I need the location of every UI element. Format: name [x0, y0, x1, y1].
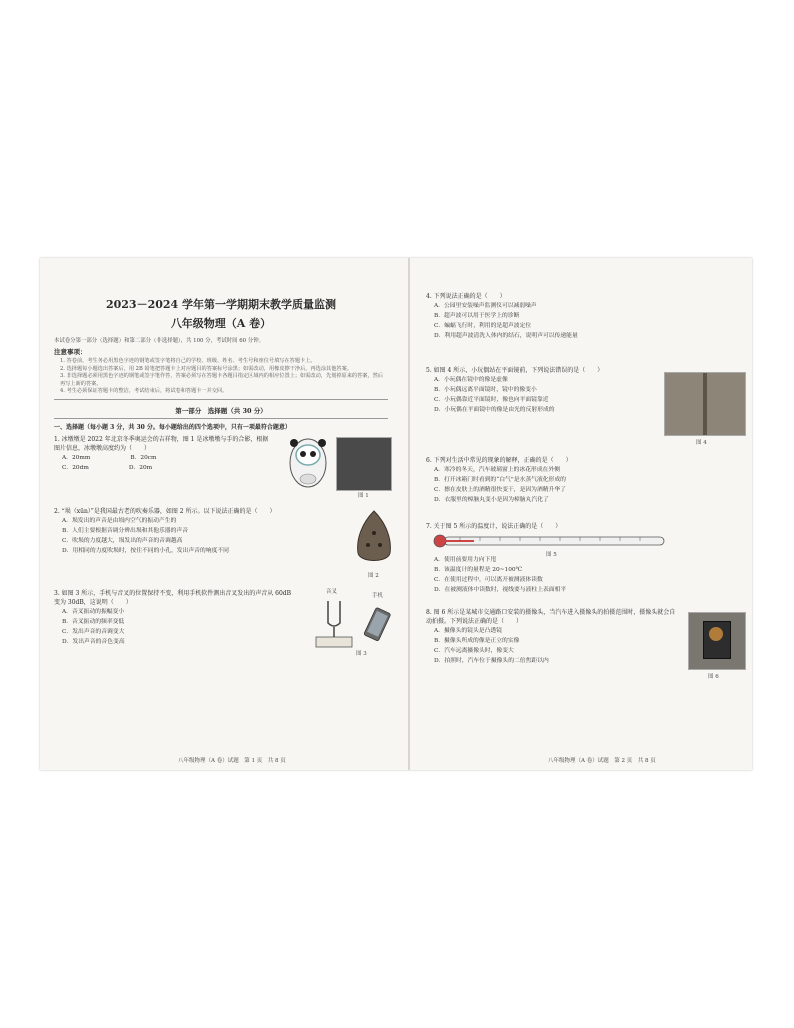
option-a: A．小玩偶在镜中的像是虚像 — [434, 377, 508, 383]
question-7 — [426, 522, 746, 604]
option-a: A．公园里安装噪声监测仪可以减弱噪声 — [434, 303, 537, 309]
option-d: D．20m — [128, 464, 153, 471]
option-a: A．20mm — [62, 454, 91, 461]
option-b: B．人们主要根据音调分辨出埙和其他乐器的声音 — [62, 527, 188, 534]
option-b: B．超声波可以用于医学上的诊断 — [434, 313, 520, 319]
notice-item: 2. 选择题每小题选出答案后，用 2B 铅笔把答题卡上对应题目的答案标号涂黑；如需改动，用橡皮擦干净后，再选涂其他答案。 — [60, 365, 352, 372]
option-b: B．摄像头所成的像是正立的实像 — [434, 638, 520, 644]
question-8 — [426, 608, 746, 688]
tuning-fork-figure — [314, 597, 394, 655]
mascot-figure — [286, 433, 330, 491]
question-stem: 6. 下列对生活中常见的现象的解释，正确的是（ ） — [426, 457, 572, 464]
part-heading: 第一部分 选择题（共 30 分） — [175, 406, 267, 415]
hand-photo — [336, 437, 392, 491]
figure-caption: 图 3 — [356, 650, 367, 657]
option-d: D．在被测液体中读数时，视线要与液柱上表面相平 — [434, 587, 567, 593]
option-b: B．打开冰箱门时看到的“白气”是水蒸气液化形成的 — [434, 477, 566, 483]
page-fold — [408, 258, 410, 770]
question-stem: 8. 图 6 所示是某城市交通路口安装的摄像头，当汽车进入摄像头的拍摄范围时，摄像头就会自动拍摄。下列说法正确的是（ ） — [426, 609, 676, 625]
figure-caption: 图 4 — [696, 440, 707, 446]
option-c: C．发出声音的音调变大 — [62, 628, 125, 635]
option-d: D．发出声音的音色变高 — [62, 638, 125, 645]
option-c: C．擦在皮肤上的酒精很快变干，是因为酒精升华了 — [434, 487, 566, 493]
page-2 — [418, 258, 752, 770]
option-a: A．寒冷的冬天，汽车玻璃窗上的冰花形成在外侧 — [434, 467, 560, 473]
option-a: A．使用前要用力向下甩 — [434, 557, 497, 563]
question-stem: 1. 冰墩墩是 2022 年北京冬季奥运会的吉祥物，图 1 是冰墩墩与手的合影，根据图片信息，冰墩墩高度约为（ ） — [54, 435, 269, 452]
mirror-photo — [664, 372, 746, 436]
page-footer: 八年级物理（A 卷）试题 第 1 页 共 8 页 — [178, 758, 286, 764]
option-c: C．20dm — [62, 464, 89, 471]
question-stem: 5. 如图 4 所示，小玩偶站在平面镜前，下列说法错误的是（ ） — [426, 367, 604, 374]
option-b: B．音叉振动的频率变低 — [62, 618, 125, 625]
question-6 — [426, 456, 746, 518]
figure-caption: 图 5 — [546, 552, 557, 558]
figure-caption: 图 6 — [708, 674, 719, 680]
question-5 — [426, 366, 746, 452]
option-d: D．小玩偶在平面镜中的像是由光的反射形成的 — [434, 407, 555, 413]
option-c: C．吹埙的力度越大，埙发出的声音的音调越高 — [62, 537, 183, 544]
question-stem: 7. 关于图 5 所示的温度计，说法正确的是（ ） — [426, 523, 562, 530]
notice-item: 4. 考生必须保证答题卡的整洁，考试结束后，将试卷和答题卡一并交回。 — [60, 388, 228, 394]
question-stem: 2. “埙（xūn）”是我国最古老的吹奏乐器，如图 2 所示。以下说法正确的是（ ） — [54, 507, 276, 515]
question-4 — [426, 292, 746, 362]
option-c: C．汽车远离摄像头时，像变大 — [434, 648, 514, 654]
xun-figure — [354, 509, 394, 571]
tuning-fork-label: 音叉 — [326, 588, 338, 595]
option-c: C．蝙蝠飞行时，利用的是超声波定位 — [434, 323, 532, 329]
section-heading: 一、选择题（每小题 3 分，共 30 分。每小题给出的四个选项中，只有一项最符合题意） — [54, 423, 291, 431]
question-stem: 3. 如图 3 所示，手机与音叉的位置保持不变，利用手机软件测出音叉发出的声音从 60dB 变为 30dB，这说明（ ） — [54, 589, 292, 606]
option-c: C．小玩偶靠近平面镜时，像也向平面镜靠近 — [434, 397, 549, 403]
figure-caption: 图 1 — [358, 492, 369, 499]
exam-title: 2023－2024 学年第一学期期末教学质量监测 — [105, 298, 337, 311]
page-1 — [40, 258, 396, 770]
option-c: C．在使用过程中，可以离开被测液体读数 — [434, 577, 543, 583]
option-b: B．20cm — [130, 454, 157, 461]
exam-sheet — [40, 258, 752, 770]
camera-photo — [688, 612, 746, 670]
divider — [54, 418, 388, 419]
question-stem: 4. 下列说法正确的是（ ） — [426, 293, 506, 300]
option-a: A．埙发出的声音是由埙内空气的振动产生的 — [62, 517, 177, 524]
notice-item: 3. 非选择题必须用黑色字迹的钢笔或签字笔作答，答案必须写在答题卡各题目指定区域内的相应位置上；如需改动，先划掉原来的答案，然后再写上新的答案。 — [60, 373, 384, 387]
question-3 — [54, 589, 388, 659]
option-d: D．利用超声波清洗人体内的结石，说明声可以传递能量 — [434, 333, 578, 339]
option-a: A．音叉振动的振幅变小 — [62, 608, 125, 615]
exam-subtitle: 八年级物理（A 卷） — [170, 317, 272, 330]
option-b: B．小玩偶远离平面镜时，镜中的像变小 — [434, 387, 537, 393]
notice-item: 1. 答卷前，考生务必用黑色字迹的钢笔或签字笔将自己的学校、班级、姓名、考生号和座位号填写在答题卡上。 — [60, 358, 316, 364]
exam-intro: 本试卷分第一部分（选择题）和第二部分（非选择题），共 100 分，考试时间 60 分钟。 — [54, 338, 264, 344]
option-a: A．摄像头的镜头是凸透镜 — [434, 628, 502, 634]
option-b: B．该温度计的量程是 20~100℃ — [434, 567, 523, 573]
divider — [54, 399, 388, 400]
notice-heading: 注意事项： — [54, 348, 87, 356]
question-2 — [54, 507, 388, 585]
thermometer-figure — [430, 533, 746, 549]
question-1 — [54, 435, 388, 503]
figure-caption: 图 2 — [368, 572, 379, 579]
page-footer: 八年级物理（A 卷）试题 第 2 页 共 8 页 — [548, 758, 656, 764]
option-d: D．拍照时，汽车位于摄像头的二倍焦距以内 — [434, 658, 549, 664]
option-d: D．衣服里的樟脑丸变小是因为樟脑丸汽化了 — [434, 497, 549, 503]
phone-label: 手机 — [372, 592, 384, 599]
option-d: D．用相同的力度吹埙时，按住不同的小孔，发出声音的响度不同 — [62, 547, 229, 554]
